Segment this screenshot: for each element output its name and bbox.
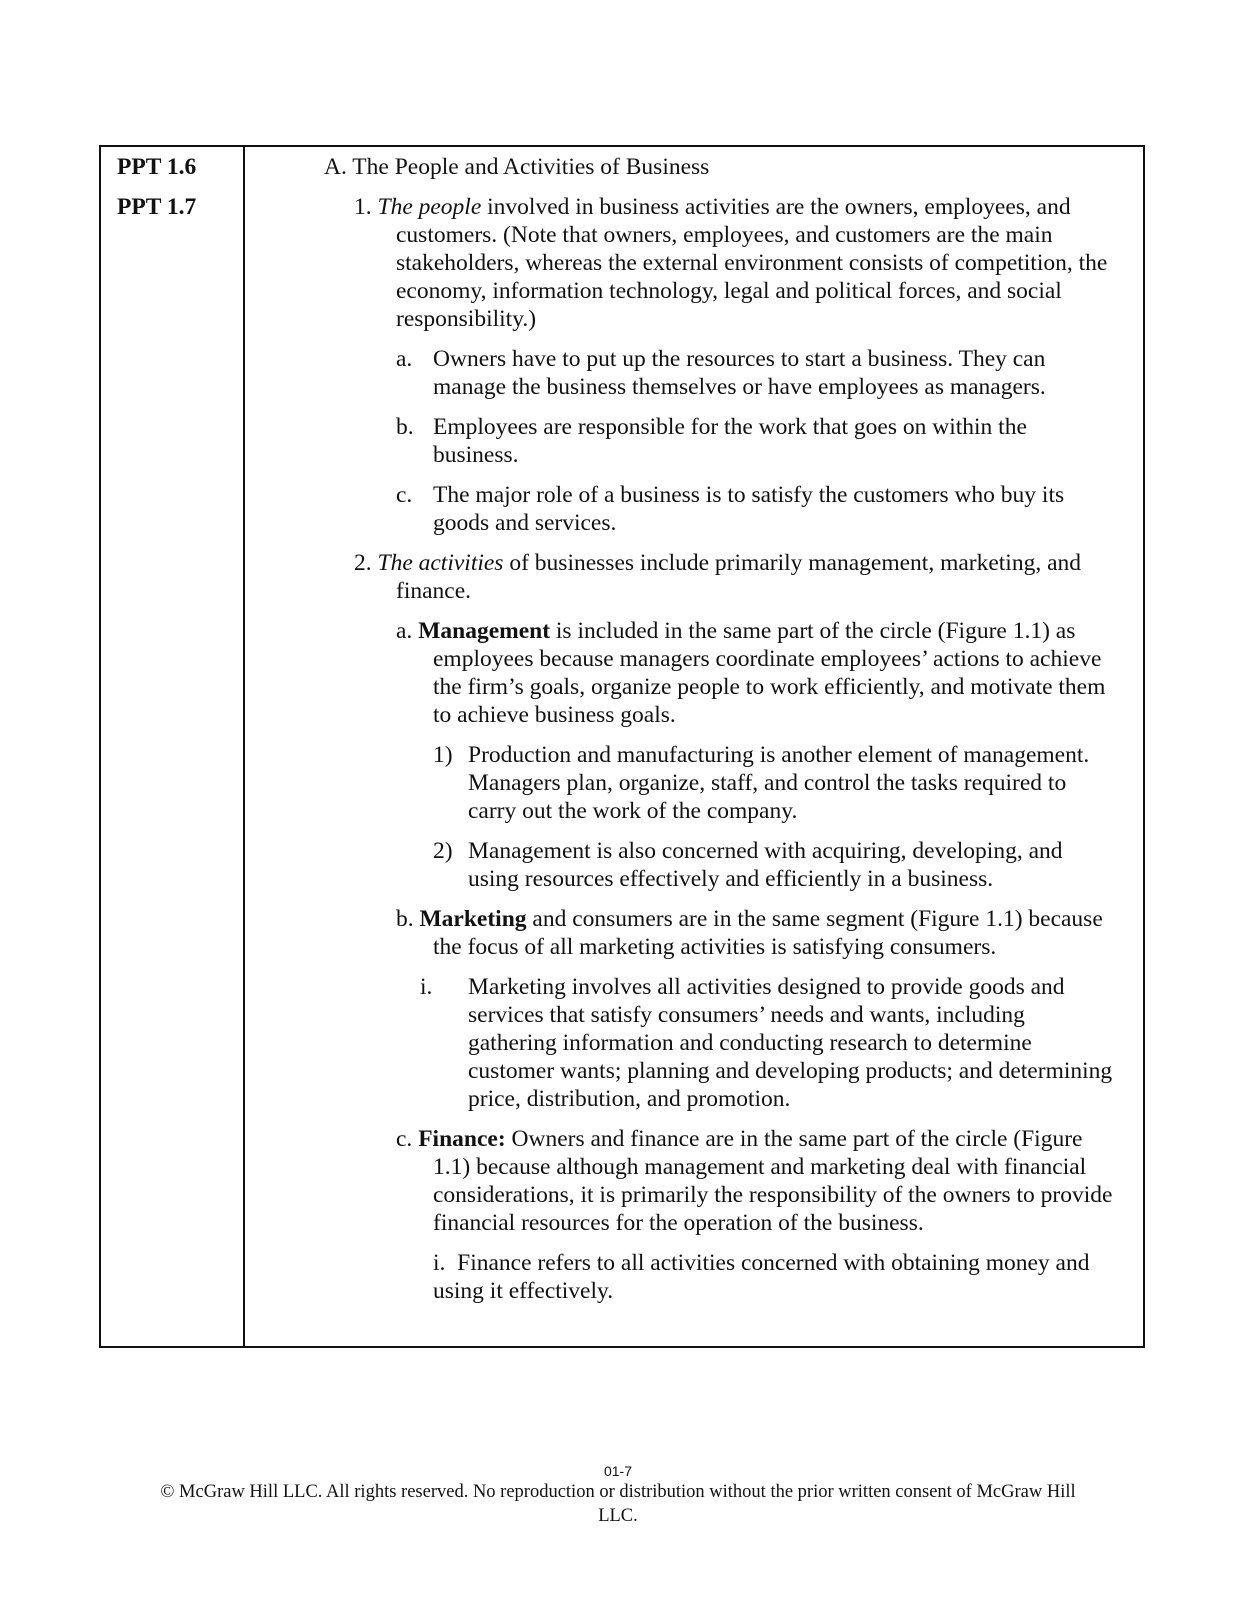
item-2b-sub1-line: services that satisfy consumers’ needs and wants, including [468, 1002, 1025, 1028]
item-2a-line1-rest: is included in the same part of the circle (Figure 1.1) as [550, 618, 1076, 644]
item-2a-line: the firm’s goals, organize people to work efficiently, and motivate them [433, 674, 1106, 700]
item-2b-sub1-line: customer wants; planning and developing products; and determining [468, 1058, 1113, 1084]
item-2-term: The activities [377, 550, 504, 576]
item-2b-marker: b. [396, 906, 414, 932]
item-2-number: 2. [354, 550, 372, 576]
item-2a-marker: a. [396, 618, 413, 644]
item-2a-sub2-line: Management is also concerned with acquiring, developing, and [468, 838, 1063, 864]
item-1-line: stakeholders, whereas the external environment consists of competition, the [396, 250, 1108, 276]
item-2-line: finance. [396, 578, 472, 604]
item-2a-sub1-line: carry out the work of the company. [468, 798, 798, 824]
item-2b-line: the focus of all marketing activities is satisfying consumers. [433, 934, 997, 960]
item-2c-first-line [396, 1125, 1082, 1153]
item-2b-sub1-line: Marketing involves all activities designed to provide goods and [468, 974, 1065, 1000]
item-2c-line: considerations, it is primarily the responsibility of the owners to provide [433, 1182, 1113, 1208]
item-1-line: customers. (Note that owners, employees, and customers are the main [396, 222, 1053, 248]
item-2a-line: to achieve business goals. [433, 702, 676, 728]
item-1a-line: Owners have to put up the resources to start a business. They can [433, 346, 1046, 372]
item-2b-sub1-line: gathering information and conducting research to determine [468, 1030, 1032, 1056]
item-2c-sub1-line1: Finance refers to all activities concerned with obtaining money and [457, 1250, 1090, 1276]
column-divider [243, 145, 245, 1348]
item-2c-marker: c. [396, 1126, 413, 1152]
item-2c-sub1-line2: using it effectively. [433, 1278, 614, 1304]
item-1-term: The people [377, 194, 482, 220]
item-2c-line: 1.1) because although management and marketing deal with financial [433, 1154, 1087, 1180]
item-1-line1-rest: involved in business activities are the owners, employees, and [481, 194, 1071, 220]
item-2a-term: Management [418, 618, 551, 644]
item-1-number: 1. [354, 194, 372, 220]
page-number: 01-7 [603, 1463, 633, 1479]
item-2a-sub2-marker: 2) [433, 838, 453, 864]
item-2b-term: Marketing [419, 906, 527, 932]
item-2c-line: financial resources for the operation of the business. [433, 1210, 924, 1236]
copyright-notice: © McGraw Hill LLC. All rights reserved. No reproduction or distribution without the prior written consent of McGraw Hill LLC. [160, 1482, 1076, 1526]
item-2c-line1-rest: Owners and finance are in the same part of the circle (Figure [505, 1126, 1083, 1152]
item-2-first-line [354, 549, 1081, 577]
item-2c-sub1-first-line [433, 1249, 1090, 1277]
item-2-line1-rest: of businesses include primarily management, marketing, and [503, 550, 1082, 576]
item-2a-first-line [396, 617, 1075, 645]
item-1b-marker: b. [396, 414, 414, 440]
ppt-label-1-6: PPT 1.6 [117, 154, 197, 180]
item-1b-line: business. [433, 442, 519, 468]
ppt-label-1-7: PPT 1.7 [117, 194, 197, 220]
item-1c-marker: c. [396, 482, 413, 508]
item-2b-sub1-marker: i. [420, 974, 433, 1000]
item-2c-term: Finance: [418, 1126, 506, 1152]
section-heading-a: A. The People and Activities of Business [324, 154, 710, 180]
item-1c-line: The major role of a business is to satisfy the customers who buy its [433, 482, 1065, 508]
item-2b-sub1-line: price, distribution, and promotion. [468, 1086, 791, 1112]
item-2b-line1-rest: and consumers are in the same segment (Figure 1.1) because [526, 906, 1103, 932]
item-2c-sub1-marker: i. [433, 1250, 446, 1276]
item-1-first-line [354, 193, 1071, 221]
item-1a-line: manage the business themselves or have employees as managers. [433, 374, 1046, 400]
item-2a-sub1-marker: 1) [433, 742, 453, 768]
item-2a-sub1-line: Managers plan, organize, staff, and control the tasks required to [468, 770, 1067, 796]
item-1b-line: Employees are responsible for the work that goes on within the [433, 414, 1027, 440]
item-1a-marker: a. [396, 346, 413, 372]
item-1-line: responsibility.) [396, 306, 537, 332]
item-2a-line: employees because managers coordinate employees’ actions to achieve [433, 646, 1102, 672]
item-2a-sub2-line: using resources effectively and efficiently in a business. [468, 866, 994, 892]
item-2a-sub1-line: Production and manufacturing is another element of management. [468, 742, 1090, 768]
item-1c-line: goods and services. [433, 510, 617, 536]
item-1-line: economy, information technology, legal and political forces, and social [396, 278, 1062, 304]
item-2b-first-line [396, 905, 1103, 933]
